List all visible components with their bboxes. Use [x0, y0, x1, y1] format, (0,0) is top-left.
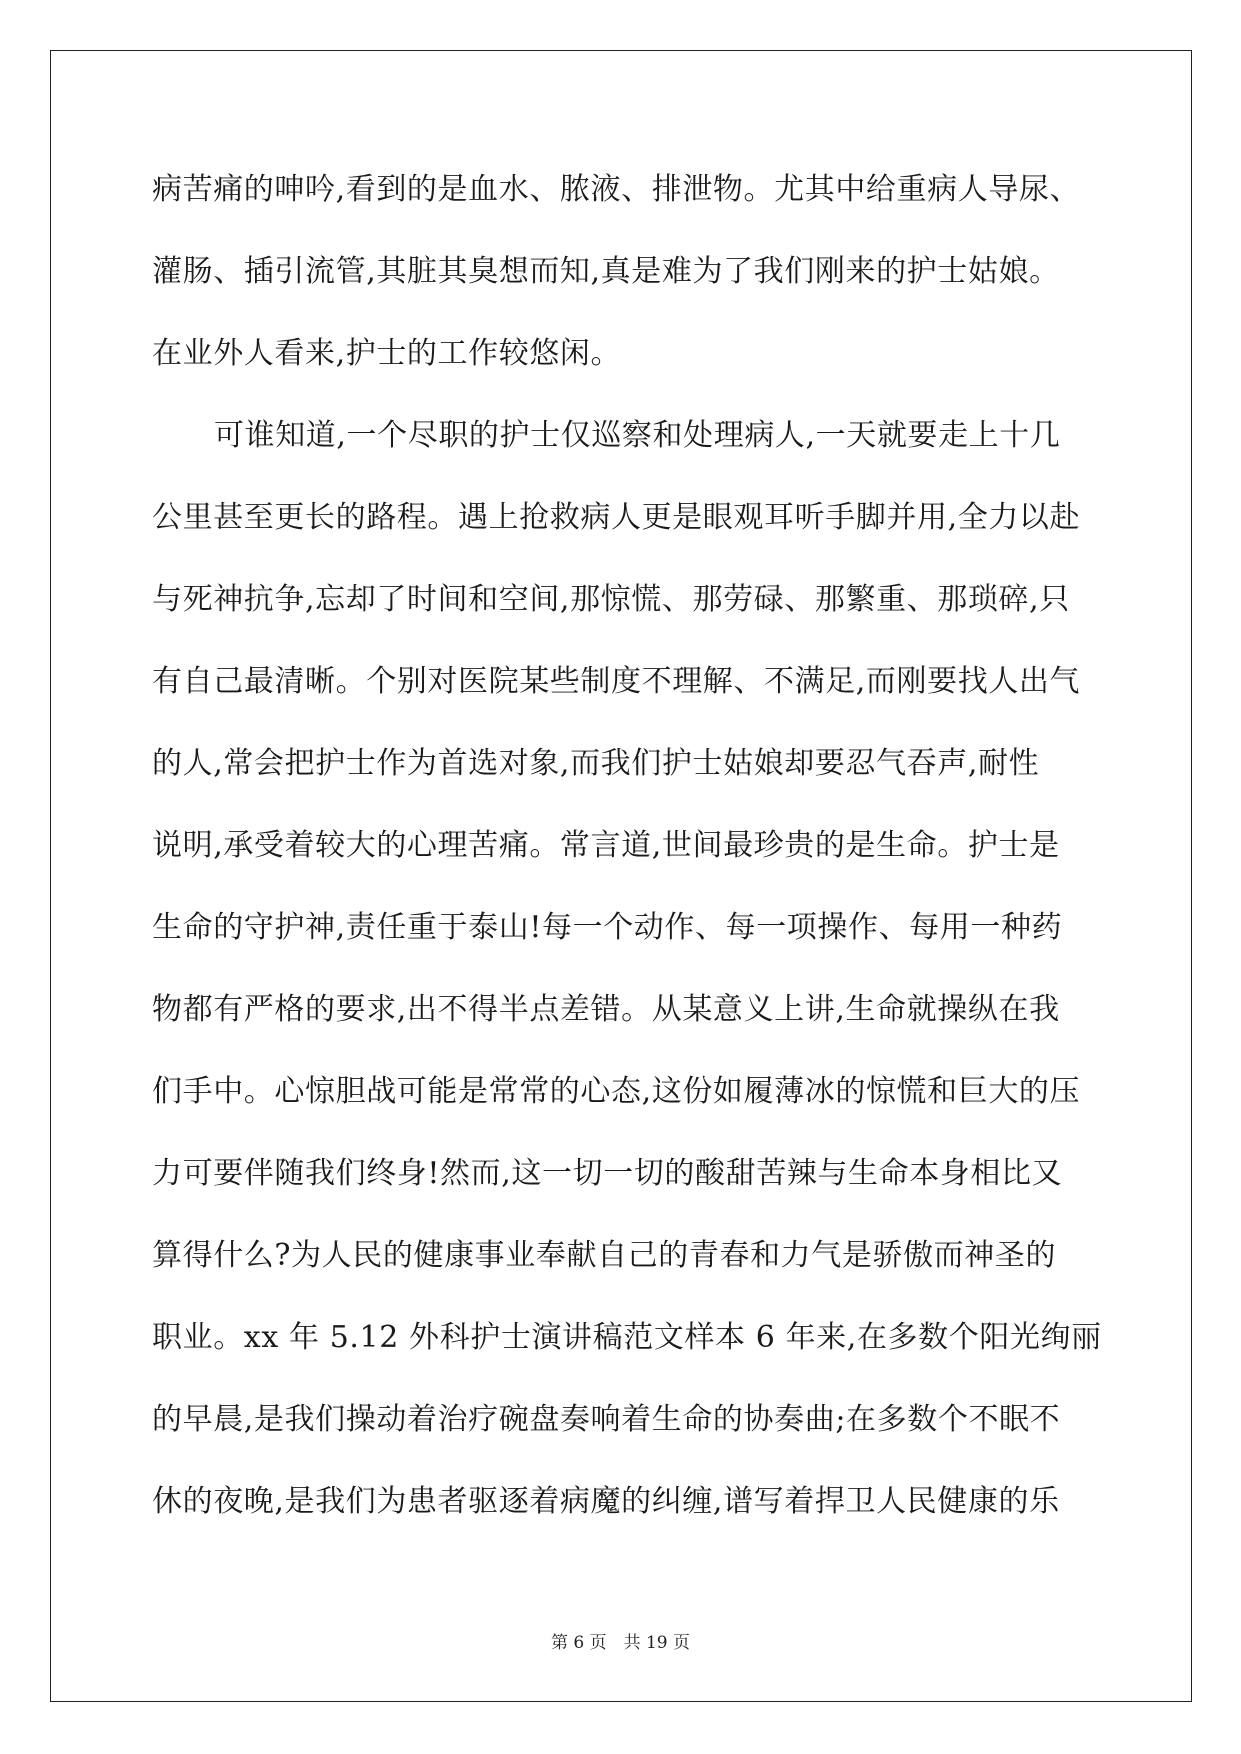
text-line: 公里甚至更长的路程。遇上抢救病人更是眼观耳听手脚并用,全力以赴	[152, 500, 1081, 535]
text-line: 物都有严格的要求,出不得半点差错。从某意义上讲,生命就操纵在我	[152, 992, 1060, 1027]
text-line: 们手中。心惊胆战可能是常常的心态,这份如履薄冰的惊慌和巨大的压	[152, 1074, 1081, 1109]
text-line: 灌肠、插引流管,其脏其臭想而知,真是难为了我们刚来的护士姑娘。	[152, 254, 1060, 289]
text-line: 与死神抗争,忘却了时间和空间,那惊慌、那劳碌、那繁重、那琐碎,只	[152, 582, 1070, 617]
text-line: 在业外人看来,护士的工作较悠闲。	[152, 336, 622, 371]
paragraph-start-line: 可谁知道,一个尽职的护士仅巡察和处理病人,一天就要走上十几	[214, 418, 1061, 453]
text-line: 力可要伴随我们终身!然而,这一切一切的酸甜苦辣与生命本身相比又	[152, 1156, 1063, 1191]
text-line: 休的夜晚,是我们为患者驱逐着病魔的纠缠,谱写着捍卫人民健康的乐	[152, 1484, 1060, 1519]
text-line: 算得什么?为人民的健康事业奉献自己的青春和力气是骄傲而神圣的	[152, 1238, 1057, 1273]
page-number-footer: 第 6 页 共 19 页	[550, 1633, 691, 1653]
text-line: 的早晨,是我们操动着治疗碗盘奏响着生命的协奏曲;在多数个不眠不	[152, 1402, 1061, 1437]
text-line: 有自己最清晰。个别对医院某些制度不理解、不满足,而刚要找人出气	[152, 664, 1081, 699]
text-line: 说明,承受着较大的心理苦痛。常言道,世间最珍贵的是生命。护士是	[152, 828, 1060, 863]
text-line: 生命的守护神,责任重于泰山!每一个动作、每一项操作、每用一种药	[152, 910, 1063, 945]
text-line: 的人,常会把护士作为首选对象,而我们护士姑娘却要忍气吞声,耐性	[152, 746, 1040, 781]
document-body	[152, 160, 1102, 1554]
text-line: 职业。xx 年 5.12 外科护士演讲稿范文样本 6 年来,在多数个阳光绚丽	[152, 1320, 1102, 1355]
text-line: 病苦痛的呻吟,看到的是血水、脓液、排泄物。尤其中给重病人导尿、	[152, 172, 1081, 207]
